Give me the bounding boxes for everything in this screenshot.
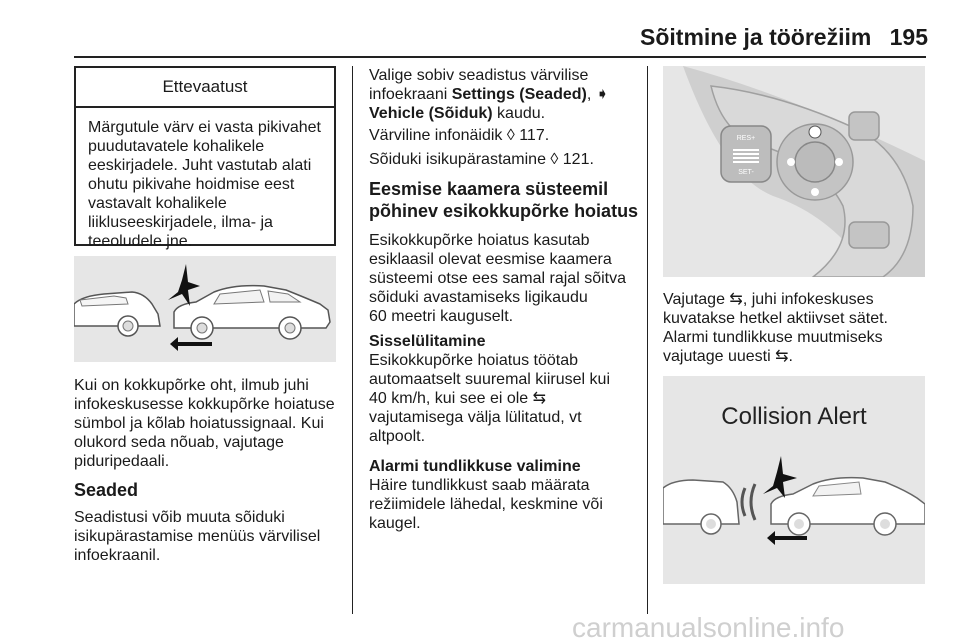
page-number: 195: [889, 24, 928, 50]
ring-icon-left: [787, 158, 795, 166]
alert-wave-icon: [742, 488, 745, 516]
warning-body: [76, 108, 334, 251]
col1-paragraph: Kui on kokkupõrke oht, ilmub juhi infokeskusesse kokkupõrke hoiatuse sümbol ja kõlab hoiatussignaal. Kui olukord seda nõuab, vajutage piduripedaali.: [74, 377, 335, 470]
hangup-button-icon: [849, 222, 889, 248]
collision-illustration: [74, 256, 336, 362]
col2-activation-paragraph: Esikokkupõrke hoiatus töötab automaatselt suuremal kiirusel kui 40 km/h, kui see ei ole ⇆ vajutamisega välja lülitatud, vt altpoolt.: [369, 352, 610, 445]
col3-paragraph: Vajutage ⇆, juhi infokeskuses kuvatakse hetkel aktiivset sätet. Alarmi tundlikkuse muutmiseks vajutage uuesti ⇆.: [663, 291, 888, 365]
res-label: RES+: [736, 135, 756, 142]
warning-box: [74, 66, 336, 250]
col1-settings-paragraph: Seadistusi võib muuta sõiduki isikupärastamise menüüs värvilisel infoekraanil.: [74, 509, 321, 564]
ring-icon-bottom: [811, 188, 819, 196]
page-header-title: Sõitmine ja töörežiim: [640, 24, 872, 50]
section-heading-seaded: Seaded: [74, 480, 139, 500]
warning-line: vastavalt kohalikele: [88, 195, 227, 212]
col2-intro-paragraph: Valige sobiv seadistus värvilise infoekraani Settings (Seaded), ➧ Vehicle (Sõiduk) kaudu.: [369, 67, 610, 122]
ring-icon-right: [835, 158, 843, 166]
cross-reference-infodisplay: Värviline infonäidik ◊ 117.: [369, 127, 550, 144]
column-divider-right: [647, 66, 648, 614]
subheading-activation: Sisselülitamine: [369, 333, 486, 350]
warning-line: Märgutule värv ei vasta pikivahet: [88, 119, 321, 136]
center-button: [795, 142, 835, 182]
collision-alert-button-icon: [809, 126, 821, 138]
set-label: SET-: [738, 169, 754, 176]
rear-car-body: [663, 480, 739, 524]
steering-wheel-illustration: [663, 66, 925, 277]
cross-reference-personalisation: Sõiduki isikupärastamine ◊ 121.: [369, 151, 594, 168]
warning-line: liikluseeskirjadele, ilma- ja: [88, 214, 273, 231]
warning-line: eeskirjadele. Juht vastutab alati: [88, 157, 312, 174]
impact-star-icon: [168, 264, 200, 306]
collision-alert-title: Collision Alert: [721, 403, 867, 430]
warning-title: Ettevaatust: [76, 68, 334, 108]
column-divider-left: [352, 66, 353, 614]
impact-star-icon: [763, 456, 797, 498]
phone-button-icon: [849, 112, 879, 140]
alert-wave-icon: [751, 484, 755, 520]
steering-wheel-drawing: [663, 66, 925, 277]
col2-sensitivity-paragraph: Häire tundlikkust saab määrata režiimidele lähedal, keskmine või kaugel.: [369, 477, 603, 532]
warning-line: ohutu pikivahe hoidmise eest: [88, 176, 295, 193]
watermark: carmanualsonline.info: [572, 612, 845, 643]
collision-alert-display: [663, 376, 925, 584]
collision-alert-drawing: [663, 376, 925, 584]
settings-menu-label: Settings (Seaded): [451, 86, 587, 103]
header-rule: [74, 56, 926, 58]
warning-line: teeoludele jne.: [88, 233, 193, 250]
vehicle-menu-label: Vehicle (Sõiduk): [369, 105, 493, 122]
subheading-alarm-sensitivity: Alarmi tundlikkuse valimine: [369, 458, 581, 475]
col2-description-paragraph: Esikokkupõrke hoiatus kasutab esiklaasil olevat eesmise kaamera süsteemi otse ees samal rajal sõitva sõiduki avastamiseks ligikaudu 60 meetri kauguselt.: [369, 232, 626, 325]
collision-cars-drawing: [74, 256, 336, 362]
section-heading-forward-collision: Eesmise kaamera süsteemil põhinev esikokkupõrke hoiatus: [369, 179, 639, 221]
warning-line: puudutavatele kohalikele: [88, 138, 265, 155]
